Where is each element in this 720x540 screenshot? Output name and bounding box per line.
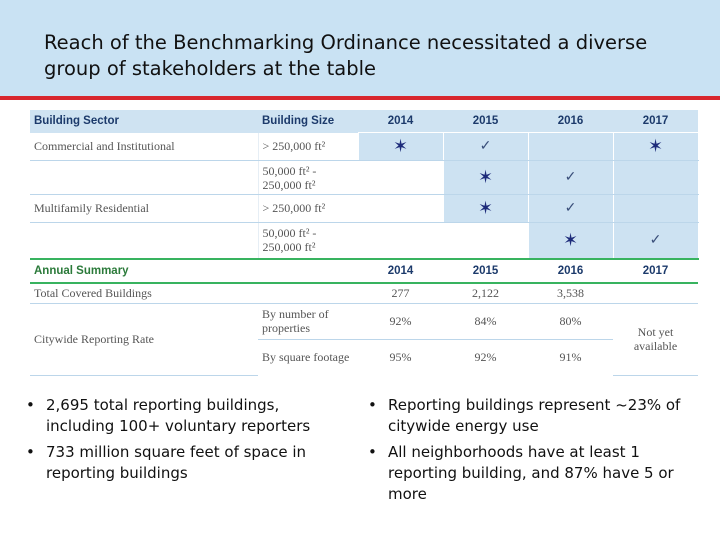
mark-cell [358, 195, 443, 223]
mark-cell [528, 161, 613, 195]
reporting-rate-label: Citywide Reporting Rate [30, 303, 258, 375]
star-icon: ✶ [562, 229, 579, 250]
checkmark-icon: ✓ [564, 170, 577, 185]
total-value: 2,122 [443, 283, 528, 304]
star-icon: ✶ [392, 136, 409, 156]
annual-summary-label: Annual Summary [30, 259, 358, 283]
summary-year: 2017 [613, 259, 698, 283]
sector-commercial: Commercial and Institutional [30, 133, 258, 161]
by-footage-label: By square footage [262, 350, 350, 365]
size-cell: 50,000 ft² - 250,000 ft² [258, 223, 358, 259]
annual-summary-row [30, 259, 698, 283]
summary-year: 2016 [528, 259, 613, 283]
star-icon: ✶ [647, 136, 664, 156]
star-icon: ✶ [477, 198, 494, 218]
header-divider [0, 96, 720, 100]
checkmark-icon: ✓ [479, 139, 492, 154]
mark-cell [443, 133, 528, 161]
table-row [30, 283, 698, 304]
mark-cell [358, 133, 443, 161]
checkmark-icon: ✓ [649, 232, 662, 248]
size-cell: 50,000 ft² - 250,000 ft² [258, 161, 358, 195]
bullet-item: • 733 million square feet of space in reporting buildings [20, 442, 350, 484]
total-covered-label: Total Covered Buildings [30, 283, 358, 304]
total-value [613, 283, 698, 304]
mark-cell [443, 223, 528, 259]
bullet-item: • 2,695 total reporting buildings, including 100+ voluntary reporters [20, 395, 350, 437]
mark-cell [613, 195, 698, 223]
mark-cell [528, 195, 613, 223]
table-row [30, 133, 698, 161]
mark-cell [613, 133, 698, 161]
summary-year: 2015 [443, 259, 528, 283]
size-cell: > 250,000 ft² [258, 195, 358, 223]
table-row [30, 303, 698, 339]
header-2016: 2016 [528, 110, 613, 133]
header-2015: 2015 [443, 110, 528, 133]
mark-cell [443, 161, 528, 195]
rate-value: 84% [443, 303, 528, 339]
total-value: 3,538 [528, 283, 613, 304]
header-building-sector: Building Sector [30, 110, 258, 133]
mark-cell [528, 223, 613, 259]
mark-cell [358, 223, 443, 259]
by-properties-label: By number of properties [258, 303, 358, 339]
header-building-size: Building Size [258, 110, 358, 133]
sector-multifamily: Multifamily Residential [30, 195, 258, 223]
rate-value: 80% [528, 303, 613, 339]
star-icon: ✶ [477, 167, 494, 187]
table-row [30, 195, 698, 223]
table-header-row [30, 110, 698, 133]
header-2017: 2017 [613, 110, 698, 133]
mark-cell [528, 133, 613, 161]
summary-year: 2014 [358, 259, 443, 283]
checkmark-icon: ✓ [564, 201, 577, 216]
mark-cell [358, 161, 443, 195]
slide-title: Reach of the Benchmarking Ordinance necessitated a diverse group of stakeholders at the table [44, 31, 648, 80]
bullet-item: • All neighborhoods have at least 1 reporting building, and 87% have 5 or more [362, 442, 707, 505]
mark-cell [613, 161, 698, 195]
bullets-right [362, 395, 707, 510]
header-2014: 2014 [358, 110, 443, 133]
rate-value: 95% [389, 349, 412, 364]
mark-cell [443, 195, 528, 223]
bullet-item: • Reporting buildings represent ~23% of citywide energy use [362, 395, 707, 437]
rate-value: 91% [559, 349, 582, 364]
not-yet-available: Not yet available [613, 303, 698, 375]
mark-cell [613, 223, 698, 259]
rate-value: 92% [474, 349, 497, 364]
slide-header [0, 0, 720, 96]
bullets-left [20, 395, 350, 489]
size-cell: > 250,000 ft² [258, 133, 358, 161]
table-row [30, 223, 698, 259]
rate-value: 92% [358, 303, 443, 339]
table-row [30, 161, 698, 195]
benchmarking-table [30, 110, 699, 376]
total-value: 277 [358, 283, 443, 304]
